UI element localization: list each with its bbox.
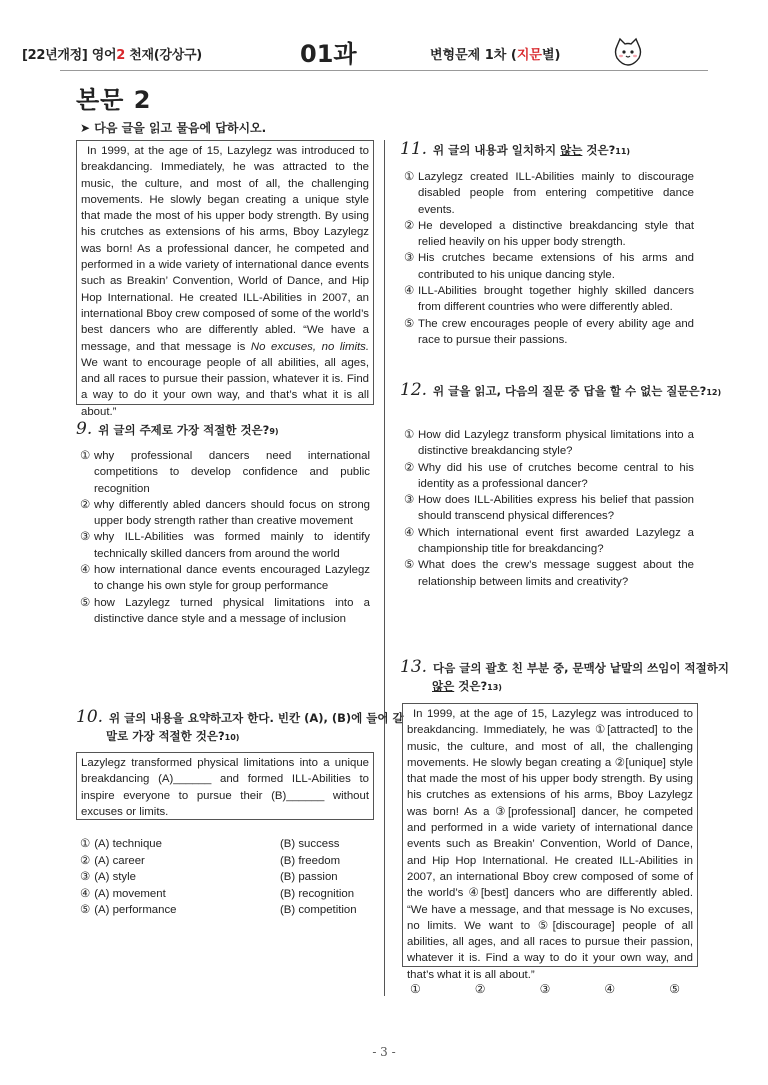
option-number: ① [80,838,91,850]
option-number: ⑤ [404,559,415,572]
option-number: ③ [80,871,91,883]
q12-options [404,427,694,590]
instruction: ➤ 다음 글을 읽고 물음에 답하시오. [80,121,267,135]
option-text: The crew encourages people of every ability age and race to pursue their passions. [418,317,694,346]
q10-option-a [80,869,280,886]
q10-option-b: (B) passion [280,871,338,883]
q10-option-a [80,886,280,903]
option-text: (A) career [94,854,145,867]
q10-option-a [80,836,280,853]
option-number: ⑤ [80,904,91,916]
option-number: ② [80,854,91,867]
option-text: Which international event first awarded Lazylegz a championship title for breakdancing? [418,526,694,556]
option-text: What does the crew’s message suggest about the relationship between limits and creativity? [418,559,694,588]
q13-answer-choice[interactable]: ④ [604,982,616,996]
q10-summary: Lazylegz transformed physical limitations into a unique breakdancing (A)______ and formed ILL-Abilities to inspire everyone to pursue their (B)______ without excuses or limits. [81,757,369,818]
q11-option[interactable] [404,169,694,218]
q9-option[interactable] [80,448,370,497]
section-title: 본문 2 [76,86,152,114]
q10-option[interactable] [80,869,380,886]
q13-answer-choice[interactable]: ② [474,982,486,996]
option-number: ③ [404,494,415,507]
q12-option[interactable] [404,427,694,460]
option-number: ① [404,429,415,441]
option-number: ③ [404,252,415,265]
q10-option-a [80,853,280,870]
q11-options [404,169,694,348]
option-number: ⑤ [404,317,415,330]
option-number: ② [404,219,415,232]
option-number: ④ [404,526,415,539]
option-number: ④ [80,887,91,900]
option-text: How did Lazylegz transform physical limitations into a distinctive breakdancing style? [418,429,694,458]
passage-box [76,140,374,418]
option-number: ① [80,450,91,462]
header-lesson: 01과 [300,40,357,68]
q10-option[interactable] [80,836,380,853]
option-text: how Lazylegz turned physical limitations into a distinctive dance style and a message of inclusion [94,596,370,625]
option-text: why ILL-Abilities was formed mainly to identify technically skilled dancers from around the world [94,531,370,560]
q10-options [80,836,380,919]
q13-answer-choice[interactable]: ① [410,982,421,996]
option-text: why professional dancers need international competitions to develop confidence and public recognition [94,450,370,495]
q11-option[interactable] [404,218,694,251]
option-text: (A) performance [94,904,177,916]
option-number: ① [404,171,415,183]
q10-option[interactable] [80,902,380,919]
q10-option[interactable] [80,853,380,870]
passage-text-1: In 1999, at the age of 15, Lazylegz was introduced to breakdancing. Immediately, he was attracted to the music, the culture, and most of all, the challenging movements. He slowly began creating a unique style that made the most of his upper body strength. By using his crutches as extensions of his arms, Bboy Lazylegz was born! As a professional dancer, he competed and performed in a wide variety of international dance events such as Breakin’ Convention, World of Dance, and Hip Hop International. He created ILL-Abilities in 2007, an international Bboy crew composed of some of the world’s best dancers who are differently abled. “We have a message, and that message is [81,145,369,353]
q12-option[interactable] [404,492,694,525]
q13-passage: In 1999, at the age of 15, Lazylegz was introduced to breakdancing. Immediately, he was ①[attracted] to the music, the culture, and most of all, the challenging movements. He slowly began creating a ②[unique] style that made the most of his upper body strength. By using his crutches as extensions of his arms, Bboy Lazylegz was born! As a ③[professional] dancer, he competed and performed in a wide variety of international dance events such as Breakin’ Convention, World of Dance, and Hip Hop International. He created ILL-Abilities in 2007, an international Bboy crew composed of some of the world’s ④[best] dancers who are differently abled. “We have a message, and that message is No excuses, no limits. We want to ⑤[discourage] people of all abilities, all ages, and all races to pursue their passion, whatever it is. Find a way to do it your own way, and that’s what it is all about.” [407,708,693,981]
header-subject: [22년개정] 영어2 천재(강상구) [22,48,202,63]
option-text: how international dance events encouraged Lazylegz to change his own style for group performance [94,564,370,593]
q11-option[interactable] [404,316,694,349]
header-type: 변형문제 1차 (지문별) [430,48,561,63]
q10-option-b: (B) freedom [280,854,341,867]
q9-option[interactable] [80,529,370,562]
passage-text-2: We want to encourage people of all abilities, all ages, and all races to pursue their passion, whatever it is. Find a way to do it your own way, and that’s what it is all about.” [81,356,369,418]
option-text: How does ILL-Abilities express his belief that passion should transcend physical differences? [418,494,694,523]
q9-option[interactable] [80,497,370,530]
option-text: He developed a distinctive breakdancing style that relied heavily on his upper body strength. [418,219,694,249]
q10-option-b: (B) success [280,838,340,850]
cat-mascot-icon [612,36,644,68]
q11-option[interactable] [404,283,694,316]
q13-answer-choice[interactable]: ③ [539,982,551,996]
option-text: His crutches became extensions of his arms and contributed to his unique dancing style. [418,252,694,281]
option-text: Why did his use of crutches become central to his identity as a professional dancer? [418,461,694,490]
q13-answer-choices [410,982,680,996]
option-number: ⑤ [80,596,91,609]
q10-option-b: (B) recognition [280,887,355,900]
q10-summary-box [76,752,374,820]
q9-option[interactable] [80,562,370,595]
q10-option-b: (B) competition [280,904,357,916]
option-number: ② [404,461,415,474]
option-number: ④ [404,285,415,298]
option-text: Lazylegz created ILL-Abilities mainly to discourage disabled people from entering competitive dance events. [418,171,694,216]
option-text: ILL-Abilities brought together highly skilled dancers from different countries who were differently abled. [418,285,694,314]
option-number: ② [80,498,91,511]
header-rule [60,70,708,71]
q9-options [80,448,370,627]
q10-option[interactable] [80,886,380,903]
option-number: ④ [80,564,91,577]
q13-title: 13. 다음 글의 괄호 친 부분 중, 문맥상 낱말의 쓰임이 적절하지 않은 것은?13) [400,657,729,693]
q12-option[interactable] [404,460,694,493]
q11-option[interactable] [404,250,694,283]
option-text: (A) movement [94,887,166,900]
q12-option[interactable] [404,557,694,590]
q11-title: 11. 위 글의 내용과 일치하지 않는 것은?11) [400,139,631,159]
page-number: - 3 - [372,1045,396,1059]
q13-passage-box [402,703,698,981]
passage-italic: No excuses, no limits. [250,340,370,353]
q12-option[interactable] [404,525,694,558]
q10-option-a [80,902,280,919]
option-text: (A) technique [94,838,162,850]
option-number: ③ [80,531,91,544]
option-text: why differently abled dancers should focus on strong upper body strength rather than creative movement [94,498,370,528]
q10-title: 10. 위 글의 내용을 요약하고자 한다. 빈칸 (A), (B)에 들어 갈 말로 가장 적절한 것은?10) [76,707,404,743]
q9-title: 9. 위 글의 주제로 가장 적절한 것은?9) [76,419,279,439]
option-text: (A) style [94,871,136,883]
q13-answer-choice[interactable]: ⑤ [669,982,680,996]
column-divider [384,140,385,996]
q12-title: 12. 위 글을 읽고, 다음의 질문 중 답을 할 수 없는 질문은?12) [400,380,722,400]
q9-option[interactable] [80,595,370,628]
